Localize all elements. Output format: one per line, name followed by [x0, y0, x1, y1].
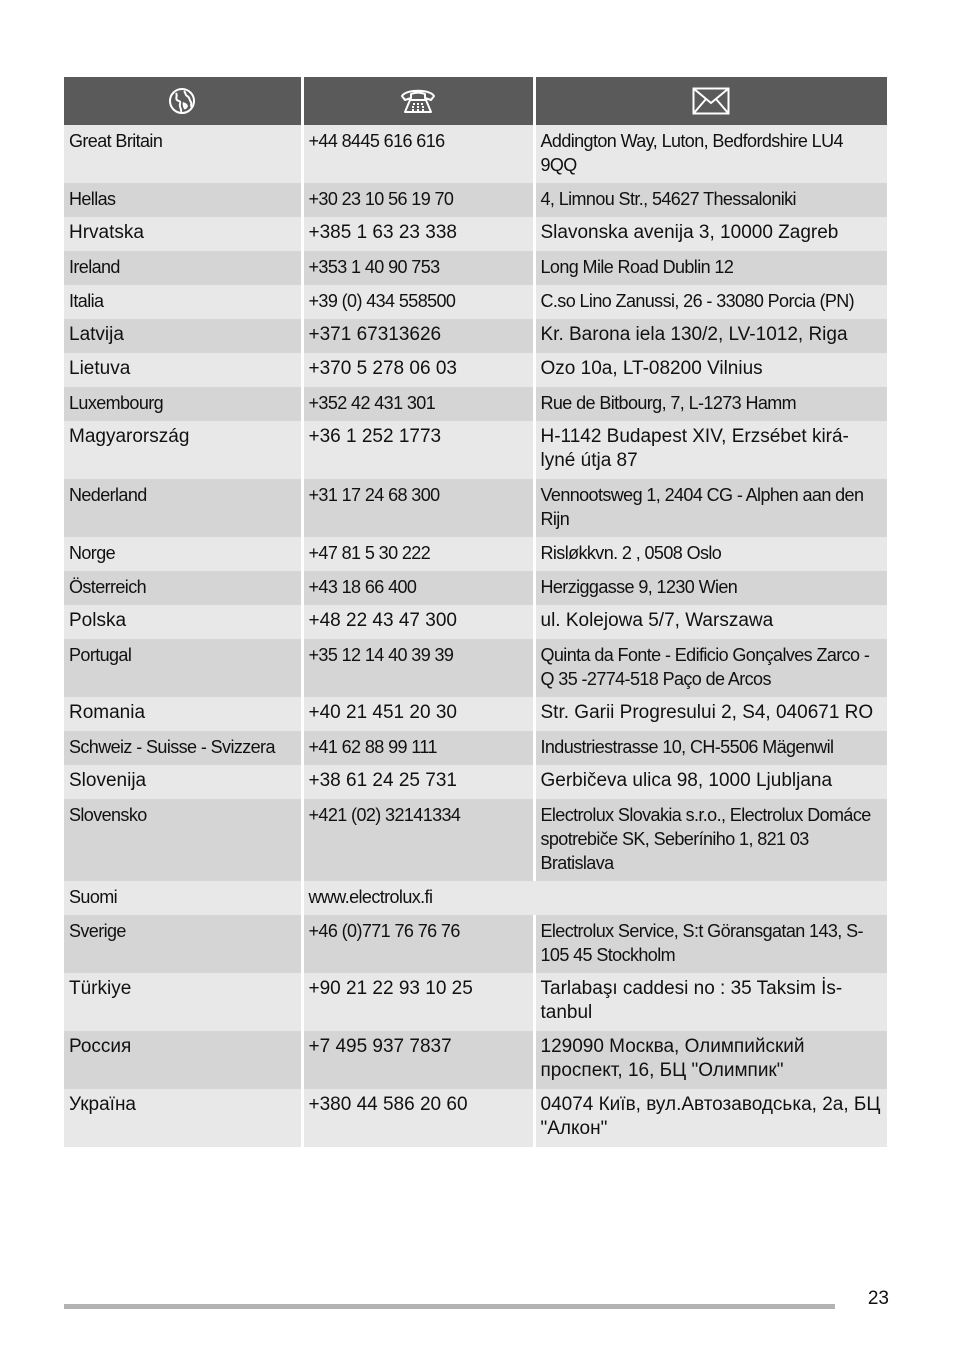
- table-row: [64, 479, 887, 537]
- table-row: [64, 639, 887, 697]
- website-cell: www.electrolux.fi: [302, 881, 534, 915]
- table-row: [64, 881, 887, 915]
- envelope-icon: [692, 87, 730, 115]
- table-row: [64, 1031, 887, 1089]
- table-row: [64, 125, 887, 183]
- table-row: [64, 285, 887, 319]
- country-cell: Slovensko: [64, 799, 302, 881]
- country-cell: Türkiye: [64, 973, 302, 1031]
- footer-divider: [64, 1304, 835, 1309]
- phone-cell: +44 8445 616 616: [302, 125, 534, 183]
- phone-cell: +31 17 24 68 300: [302, 479, 534, 537]
- address-cell: Slavonska avenija 3, 10000 Zagreb: [534, 217, 887, 251]
- table-header-row: [64, 77, 887, 125]
- address-cell: Rue de Bitbourg, 7, L-1273 Hamm: [534, 387, 887, 421]
- country-cell: Magyarország: [64, 421, 302, 479]
- country-cell: Ireland: [64, 251, 302, 285]
- table-row: [64, 421, 887, 479]
- phone-cell: +352 42 431 301: [302, 387, 534, 421]
- country-cell: Norge: [64, 537, 302, 571]
- table-row: [64, 183, 887, 217]
- address-cell: Tarlabaşı caddesi no : 35 Taksim İs-tanbul: [534, 973, 887, 1031]
- table-row: [64, 973, 887, 1031]
- address-cell: 129090 Москва, Олимпийский проспект, 16, БЦ "Олимпик": [534, 1031, 887, 1089]
- globe-icon: [168, 87, 196, 115]
- address-cell: Industriestrasse 10, CH-5506 Mägenwil: [534, 731, 887, 765]
- address-cell: Risløkkvn. 2 , 0508 Oslo: [534, 537, 887, 571]
- phone-cell: +48 22 43 47 300: [302, 605, 534, 639]
- address-cell: Addington Way, Luton, Bedfordshire LU4 9QQ: [534, 125, 887, 183]
- phone-cell: +90 21 22 93 10 25: [302, 973, 534, 1031]
- phone-cell: +370 5 278 06 03: [302, 353, 534, 387]
- address-cell: Herziggasse 9, 1230 Wien: [534, 571, 887, 605]
- telephone-icon: [400, 87, 436, 115]
- table-row: [64, 353, 887, 387]
- country-cell: Luxembourg: [64, 387, 302, 421]
- phone-cell: +30 23 10 56 19 70: [302, 183, 534, 217]
- country-cell: Italia: [64, 285, 302, 319]
- phone-cell: +353 1 40 90 753: [302, 251, 534, 285]
- table-row: [64, 1089, 887, 1147]
- phone-cell: +38 61 24 25 731: [302, 765, 534, 799]
- country-cell: Portugal: [64, 639, 302, 697]
- country-cell: Schweiz - Suisse - Svizzera: [64, 731, 302, 765]
- phone-cell: +36 1 252 1773: [302, 421, 534, 479]
- country-cell: Polska: [64, 605, 302, 639]
- phone-cell: +39 (0) 434 558500: [302, 285, 534, 319]
- address-cell: Ozo 10a, LT-08200 Vilnius: [534, 353, 887, 387]
- phone-cell: +46 (0)771 76 76 76: [302, 915, 534, 973]
- address-cell: Electrolux Slovakia s.r.o., Electrolux Domáce spotrebiče SK, Seberíniho 1, 821 03 Bratislava: [534, 799, 887, 881]
- phone-cell: +380 44 586 20 60: [302, 1089, 534, 1147]
- phone-cell: +47 81 5 30 222: [302, 537, 534, 571]
- phone-cell: +43 18 66 400: [302, 571, 534, 605]
- country-cell: Lietuva: [64, 353, 302, 387]
- country-cell: Latvija: [64, 319, 302, 353]
- table-row: [64, 605, 887, 639]
- table-row: [64, 251, 887, 285]
- address-cell: 4, Limnou Str., 54627 Thessaloniki: [534, 183, 887, 217]
- country-cell: Great Britain: [64, 125, 302, 183]
- table-row: [64, 537, 887, 571]
- phone-column-header: [302, 77, 534, 125]
- address-cell: H-1142 Budapest XIV, Erzsébet kirá-lyné útja 87: [534, 421, 887, 479]
- country-cell: Suomi: [64, 881, 302, 915]
- country-cell: Österreich: [64, 571, 302, 605]
- country-cell: Slovenija: [64, 765, 302, 799]
- address-cell: Long Mile Road Dublin 12: [534, 251, 887, 285]
- table-row: [64, 571, 887, 605]
- country-cell: Nederland: [64, 479, 302, 537]
- address-column-header: [534, 77, 887, 125]
- phone-cell: +35 12 14 40 39 39: [302, 639, 534, 697]
- phone-cell: +371 67313626: [302, 319, 534, 353]
- address-cell: Str. Garii Progresului 2, S4, 040671 RO: [534, 697, 887, 731]
- address-cell: [534, 881, 887, 915]
- address-cell: ul. Kolejowa 5/7, Warszawa: [534, 605, 887, 639]
- table-row: [64, 697, 887, 731]
- country-cell: Hrvatska: [64, 217, 302, 251]
- address-cell: Electrolux Service, S:t Göransgatan 143, S-105 45 Stockholm: [534, 915, 887, 973]
- country-cell: Россия: [64, 1031, 302, 1089]
- country-cell: Україна: [64, 1089, 302, 1147]
- country-cell: Sverige: [64, 915, 302, 973]
- address-cell: 04074 Київ, вул.Автозаводська, 2a, БЦ "Алкон": [534, 1089, 887, 1147]
- phone-cell: +7 495 937 7837: [302, 1031, 534, 1089]
- address-cell: C.so Lino Zanussi, 26 - 33080 Porcia (PN): [534, 285, 887, 319]
- table-row: [64, 387, 887, 421]
- country-cell: Romania: [64, 697, 302, 731]
- table-row: [64, 731, 887, 765]
- phone-cell: +385 1 63 23 338: [302, 217, 534, 251]
- phone-cell: +41 62 88 99 111: [302, 731, 534, 765]
- country-cell: Hellas: [64, 183, 302, 217]
- table-row: [64, 319, 887, 353]
- service-contacts-table: [64, 77, 887, 1147]
- page-number: 23: [867, 1288, 889, 1309]
- table-row: [64, 799, 887, 881]
- table-row: [64, 217, 887, 251]
- table-row: [64, 915, 887, 973]
- table-row: [64, 765, 887, 799]
- address-cell: Gerbičeva ulica 98, 1000 Ljubljana: [534, 765, 887, 799]
- phone-cell: +40 21 451 20 30: [302, 697, 534, 731]
- address-cell: Quinta da Fonte - Edificio Gonçalves Zarco - Q 35 -2774-518 Paço de Arcos: [534, 639, 887, 697]
- phone-cell: +421 (02) 32141334: [302, 799, 534, 881]
- country-column-header: [64, 77, 302, 125]
- address-cell: Kr. Barona iela 130/2, LV-1012, Riga: [534, 319, 887, 353]
- address-cell: Vennootsweg 1, 2404 CG - Alphen aan den Rijn: [534, 479, 887, 537]
